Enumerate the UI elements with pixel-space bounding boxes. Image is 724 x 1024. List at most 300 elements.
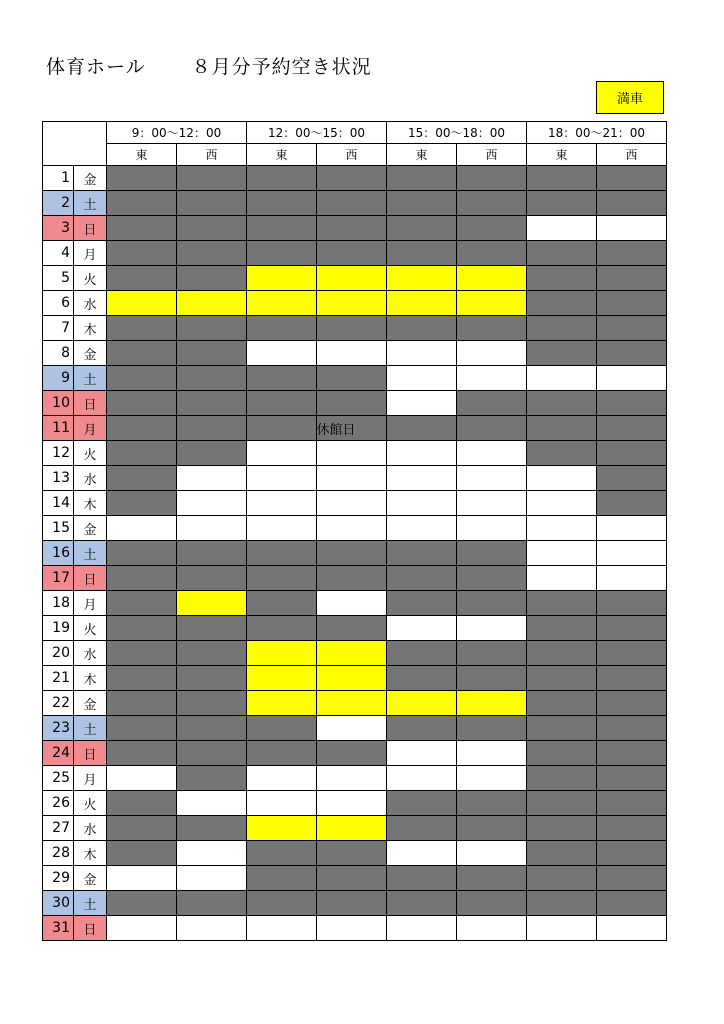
day-number: 10 — [43, 391, 74, 416]
slot-cell-booked — [597, 666, 667, 691]
slot-cell-available — [457, 341, 527, 366]
day-row — [43, 791, 667, 816]
header-row-sides — [43, 144, 667, 166]
slot-cell-available — [597, 366, 667, 391]
day-of-week: 木 — [74, 666, 107, 691]
day-number: 29 — [43, 866, 74, 891]
timeslot-header: 9：00～12：00 — [107, 122, 247, 144]
day-row — [43, 616, 667, 641]
slot-cell-available — [177, 491, 247, 516]
slot-cell-booked — [527, 691, 597, 716]
day-row — [43, 166, 667, 191]
day-row — [43, 366, 667, 391]
day-of-week: 月 — [74, 416, 107, 441]
day-row — [43, 816, 667, 841]
day-of-week: 木 — [74, 841, 107, 866]
slot-cell-booked — [527, 241, 597, 266]
slot-cell-full — [247, 291, 317, 316]
slot-cell-booked — [597, 591, 667, 616]
day-of-week: 火 — [74, 441, 107, 466]
slot-cell-booked — [457, 591, 527, 616]
slot-cell-booked — [387, 791, 457, 816]
slot-cell-booked — [107, 816, 177, 841]
slot-cell-booked — [177, 341, 247, 366]
slot-cell-booked — [107, 541, 177, 566]
day-of-week: 金 — [74, 691, 107, 716]
slot-cell-booked — [107, 891, 177, 916]
slot-cell-full — [247, 266, 317, 291]
day-of-week: 日 — [74, 566, 107, 591]
day-of-week: 水 — [74, 816, 107, 841]
slot-cell-booked — [247, 866, 317, 891]
slot-cell-booked — [527, 166, 597, 191]
day-number: 11 — [43, 416, 74, 441]
day-number: 8 — [43, 341, 74, 366]
slot-cell-booked — [107, 741, 177, 766]
slot-cell-booked — [527, 866, 597, 891]
slot-cell-booked — [107, 491, 177, 516]
slot-cell-booked — [177, 816, 247, 841]
slot-cell-available — [177, 841, 247, 866]
slot-cell-booked — [317, 891, 387, 916]
slot-cell-available — [107, 766, 177, 791]
slot-cell-booked — [247, 366, 317, 391]
day-row — [43, 691, 667, 716]
day-of-week: 日 — [74, 916, 107, 941]
slot-cell-available — [317, 341, 387, 366]
day-of-week: 木 — [74, 316, 107, 341]
slot-cell-booked — [317, 841, 387, 866]
day-row — [43, 741, 667, 766]
slot-cell-booked — [177, 266, 247, 291]
slot-cell-booked — [527, 616, 597, 641]
day-number: 7 — [43, 316, 74, 341]
slot-cell-available — [457, 366, 527, 391]
slot-cell-booked — [597, 616, 667, 641]
slot-cell-booked — [247, 416, 317, 441]
day-of-week: 火 — [74, 791, 107, 816]
day-row — [43, 516, 667, 541]
day-row — [43, 541, 667, 566]
slot-cell-booked — [387, 816, 457, 841]
slot-cell-booked — [247, 541, 317, 566]
day-of-week: 水 — [74, 291, 107, 316]
slot-cell-available — [317, 591, 387, 616]
slot-cell-booked — [457, 566, 527, 591]
slot-cell-booked — [177, 416, 247, 441]
slot-cell-booked — [387, 666, 457, 691]
slot-cell-available — [317, 766, 387, 791]
slot-cell-booked — [597, 891, 667, 916]
day-number: 28 — [43, 841, 74, 866]
slot-cell-booked — [597, 841, 667, 866]
slot-cell-booked — [107, 391, 177, 416]
day-row — [43, 316, 667, 341]
slot-cell-booked — [107, 216, 177, 241]
slot-cell-booked — [107, 316, 177, 341]
day-row — [43, 491, 667, 516]
slot-cell-available — [457, 616, 527, 641]
slot-cell-booked — [177, 666, 247, 691]
side-header: 東 — [387, 144, 457, 166]
slot-cell-booked — [527, 816, 597, 841]
side-header: 西 — [177, 144, 247, 166]
slot-cell-booked — [457, 541, 527, 566]
slot-cell-booked — [457, 791, 527, 816]
page-title — [46, 52, 372, 79]
slot-cell-booked — [247, 216, 317, 241]
day-number: 14 — [43, 491, 74, 516]
slot-cell-booked — [527, 891, 597, 916]
slot-cell-booked — [317, 191, 387, 216]
slot-cell-booked — [247, 391, 317, 416]
slot-cell-available — [387, 916, 457, 941]
corner-cell — [43, 122, 107, 166]
slot-cell-booked — [387, 216, 457, 241]
slot-cell-booked — [597, 266, 667, 291]
slot-cell-booked — [107, 341, 177, 366]
slot-cell-booked — [597, 491, 667, 516]
slot-cell-booked — [457, 891, 527, 916]
slot-cell-booked — [387, 191, 457, 216]
day-number: 5 — [43, 266, 74, 291]
day-of-week: 日 — [74, 391, 107, 416]
day-row — [43, 441, 667, 466]
slot-cell-available — [457, 491, 527, 516]
slot-cell-booked — [527, 791, 597, 816]
slot-cell-booked — [317, 241, 387, 266]
slot-cell-available — [457, 916, 527, 941]
slot-cell-full — [317, 666, 387, 691]
slot-cell-available — [317, 716, 387, 741]
slot-cell-booked — [527, 441, 597, 466]
slot-cell-booked — [457, 391, 527, 416]
slot-cell-available — [597, 216, 667, 241]
slot-cell-available — [457, 766, 527, 791]
slot-cell-available — [457, 516, 527, 541]
slot-cell-booked — [107, 416, 177, 441]
slot-cell-available — [317, 916, 387, 941]
day-of-week: 火 — [74, 616, 107, 641]
day-row — [43, 891, 667, 916]
slot-cell-available — [107, 866, 177, 891]
slot-cell-booked — [457, 666, 527, 691]
slot-cell-booked — [107, 666, 177, 691]
slot-cell-booked — [597, 191, 667, 216]
slot-cell-booked — [527, 391, 597, 416]
slot-cell-booked — [387, 891, 457, 916]
slot-cell-available — [387, 491, 457, 516]
slot-cell-full — [317, 691, 387, 716]
day-row — [43, 591, 667, 616]
slot-cell-booked — [247, 166, 317, 191]
day-of-week: 金 — [74, 166, 107, 191]
side-header: 東 — [247, 144, 317, 166]
slot-cell-booked — [527, 191, 597, 216]
slot-cell-booked — [597, 166, 667, 191]
day-of-week: 土 — [74, 191, 107, 216]
slot-cell-booked — [247, 316, 317, 341]
slot-cell-available — [457, 741, 527, 766]
day-number: 9 — [43, 366, 74, 391]
reservation-table — [42, 121, 667, 941]
slot-cell-booked — [457, 216, 527, 241]
day-of-week: 水 — [74, 641, 107, 666]
slot-cell-full — [177, 291, 247, 316]
timeslot-header: 15：00～18：00 — [387, 122, 527, 144]
slot-cell-booked — [457, 316, 527, 341]
slot-cell-available — [527, 541, 597, 566]
slot-cell-booked — [527, 716, 597, 741]
slot-cell-booked — [597, 316, 667, 341]
slot-cell-booked — [177, 566, 247, 591]
slot-cell-booked — [317, 616, 387, 641]
slot-cell-booked — [597, 291, 667, 316]
slot-cell-booked — [597, 441, 667, 466]
slot-cell-available — [317, 441, 387, 466]
slot-cell-booked — [457, 166, 527, 191]
slot-cell-booked — [597, 391, 667, 416]
slot-cell-available — [247, 341, 317, 366]
day-row — [43, 766, 667, 791]
day-row — [43, 391, 667, 416]
day-row — [43, 216, 667, 241]
slot-cell-booked — [177, 641, 247, 666]
day-row — [43, 341, 667, 366]
slot-cell-booked — [387, 591, 457, 616]
slot-cell-booked — [177, 691, 247, 716]
slot-cell-booked — [317, 316, 387, 341]
slot-cell-booked — [597, 741, 667, 766]
slot-cell-available — [527, 466, 597, 491]
slot-cell-booked — [527, 291, 597, 316]
slot-cell-booked — [597, 466, 667, 491]
day-number: 31 — [43, 916, 74, 941]
slot-cell-available — [247, 466, 317, 491]
slot-cell-available — [317, 491, 387, 516]
slot-cell-full — [317, 816, 387, 841]
day-number: 24 — [43, 741, 74, 766]
slot-cell-booked — [597, 716, 667, 741]
day-of-week: 火 — [74, 266, 107, 291]
slot-cell-available — [177, 916, 247, 941]
slot-cell-booked — [317, 566, 387, 591]
day-number: 18 — [43, 591, 74, 616]
slot-cell-booked — [527, 416, 597, 441]
slot-cell-booked — [107, 691, 177, 716]
day-row — [43, 916, 667, 941]
slot-cell-booked — [457, 641, 527, 666]
day-of-week: 土 — [74, 716, 107, 741]
holiday-label: 休館日 — [316, 422, 356, 438]
slot-cell-available — [317, 466, 387, 491]
slot-cell-available — [527, 566, 597, 591]
day-of-week: 土 — [74, 541, 107, 566]
slot-cell-booked — [247, 891, 317, 916]
slot-cell-booked — [387, 866, 457, 891]
side-header: 西 — [457, 144, 527, 166]
day-row — [43, 291, 667, 316]
slot-cell-booked — [387, 716, 457, 741]
slot-cell-booked — [317, 866, 387, 891]
slot-cell-full — [317, 291, 387, 316]
slot-cell-booked — [177, 366, 247, 391]
slot-cell-booked — [597, 341, 667, 366]
slot-cell-booked — [317, 166, 387, 191]
slot-cell-booked — [107, 566, 177, 591]
slot-cell-booked — [247, 841, 317, 866]
slot-cell-booked — [107, 266, 177, 291]
slot-cell-available — [597, 566, 667, 591]
slot-cell-booked — [527, 591, 597, 616]
day-row — [43, 266, 667, 291]
slot-cell-booked — [387, 241, 457, 266]
day-number: 12 — [43, 441, 74, 466]
slot-cell-available — [457, 466, 527, 491]
day-of-week: 金 — [74, 866, 107, 891]
slot-cell-booked — [317, 366, 387, 391]
day-number: 17 — [43, 566, 74, 591]
day-number: 1 — [43, 166, 74, 191]
day-row — [43, 716, 667, 741]
slot-cell-booked — [177, 716, 247, 741]
slot-cell-full — [457, 291, 527, 316]
slot-cell-available — [387, 741, 457, 766]
day-number: 20 — [43, 641, 74, 666]
slot-cell-booked — [107, 641, 177, 666]
day-of-week: 日 — [74, 741, 107, 766]
slot-cell-full — [247, 666, 317, 691]
slot-cell-available — [457, 441, 527, 466]
slot-cell-booked — [527, 341, 597, 366]
slot-cell-booked — [527, 766, 597, 791]
slot-cell-booked — [527, 316, 597, 341]
slot-cell-booked — [247, 616, 317, 641]
slot-cell-booked — [107, 166, 177, 191]
slot-cell-booked — [177, 166, 247, 191]
day-number: 23 — [43, 716, 74, 741]
day-row — [43, 866, 667, 891]
side-header: 東 — [107, 144, 177, 166]
day-row — [43, 666, 667, 691]
day-row — [43, 566, 667, 591]
slot-cell-booked — [177, 241, 247, 266]
header-row-timeslots — [43, 122, 667, 144]
slot-cell-available — [177, 791, 247, 816]
slot-cell-booked — [527, 741, 597, 766]
day-number: 13 — [43, 466, 74, 491]
slot-cell-booked — [387, 641, 457, 666]
day-number: 15 — [43, 516, 74, 541]
slot-cell-available — [457, 841, 527, 866]
slot-cell-full — [317, 266, 387, 291]
slot-cell-booked — [177, 216, 247, 241]
slot-cell-booked — [527, 266, 597, 291]
slot-cell-booked — [247, 741, 317, 766]
day-of-week: 金 — [74, 516, 107, 541]
day-of-week: 土 — [74, 366, 107, 391]
side-header: 西 — [317, 144, 387, 166]
slot-cell-available — [387, 366, 457, 391]
slot-cell-booked — [597, 816, 667, 841]
slot-cell-available — [387, 466, 457, 491]
slot-cell-available — [247, 916, 317, 941]
slot-cell-booked — [387, 566, 457, 591]
day-row — [43, 841, 667, 866]
slot-cell-full — [317, 641, 387, 666]
day-of-week: 月 — [74, 241, 107, 266]
day-number: 19 — [43, 616, 74, 641]
slot-cell-available — [247, 766, 317, 791]
slot-cell-booked — [457, 866, 527, 891]
slot-cell-booked — [247, 241, 317, 266]
slot-cell-booked — [457, 416, 527, 441]
slot-cell-available — [597, 916, 667, 941]
slot-cell-booked — [597, 416, 667, 441]
slot-cell-available — [247, 791, 317, 816]
day-of-week: 日 — [74, 216, 107, 241]
slot-cell-booked — [597, 241, 667, 266]
day-row — [43, 241, 667, 266]
slot-cell-booked — [177, 391, 247, 416]
slot-cell-available — [177, 466, 247, 491]
day-number: 27 — [43, 816, 74, 841]
slot-cell-booked — [107, 241, 177, 266]
slot-cell-available — [177, 866, 247, 891]
day-row — [43, 416, 667, 441]
slot-cell-booked — [177, 766, 247, 791]
slot-cell-available — [387, 516, 457, 541]
slot-cell-booked — [107, 841, 177, 866]
slot-cell-available — [107, 516, 177, 541]
side-header: 東 — [527, 144, 597, 166]
day-row — [43, 641, 667, 666]
day-of-week: 月 — [74, 591, 107, 616]
slot-cell-booked — [177, 441, 247, 466]
slot-cell-booked — [107, 466, 177, 491]
day-number: 30 — [43, 891, 74, 916]
day-number: 21 — [43, 666, 74, 691]
timeslot-header: 18：00～21：00 — [527, 122, 667, 144]
slot-cell-booked — [527, 841, 597, 866]
slot-cell-available — [177, 516, 247, 541]
slot-cell-booked — [247, 566, 317, 591]
slot-cell-booked — [177, 191, 247, 216]
slot-cell-booked — [177, 541, 247, 566]
slot-cell-booked — [177, 891, 247, 916]
day-of-week: 月 — [74, 766, 107, 791]
slot-cell-booked — [177, 741, 247, 766]
slot-cell-booked — [107, 791, 177, 816]
slot-cell-available — [527, 516, 597, 541]
day-number: 25 — [43, 766, 74, 791]
day-number: 22 — [43, 691, 74, 716]
slot-cell-booked — [527, 641, 597, 666]
slot-cell-booked — [107, 441, 177, 466]
slot-cell-available — [107, 916, 177, 941]
slot-cell-full — [177, 591, 247, 616]
day-of-week: 木 — [74, 491, 107, 516]
slot-cell-booked — [107, 591, 177, 616]
day-number: 6 — [43, 291, 74, 316]
slot-cell-booked — [107, 716, 177, 741]
slot-cell-booked — [387, 316, 457, 341]
slot-cell-full — [247, 691, 317, 716]
day-row — [43, 466, 667, 491]
slot-cell-full — [457, 266, 527, 291]
month-label: ８月分予約空き状況 — [191, 56, 372, 78]
slot-cell-booked — [387, 166, 457, 191]
